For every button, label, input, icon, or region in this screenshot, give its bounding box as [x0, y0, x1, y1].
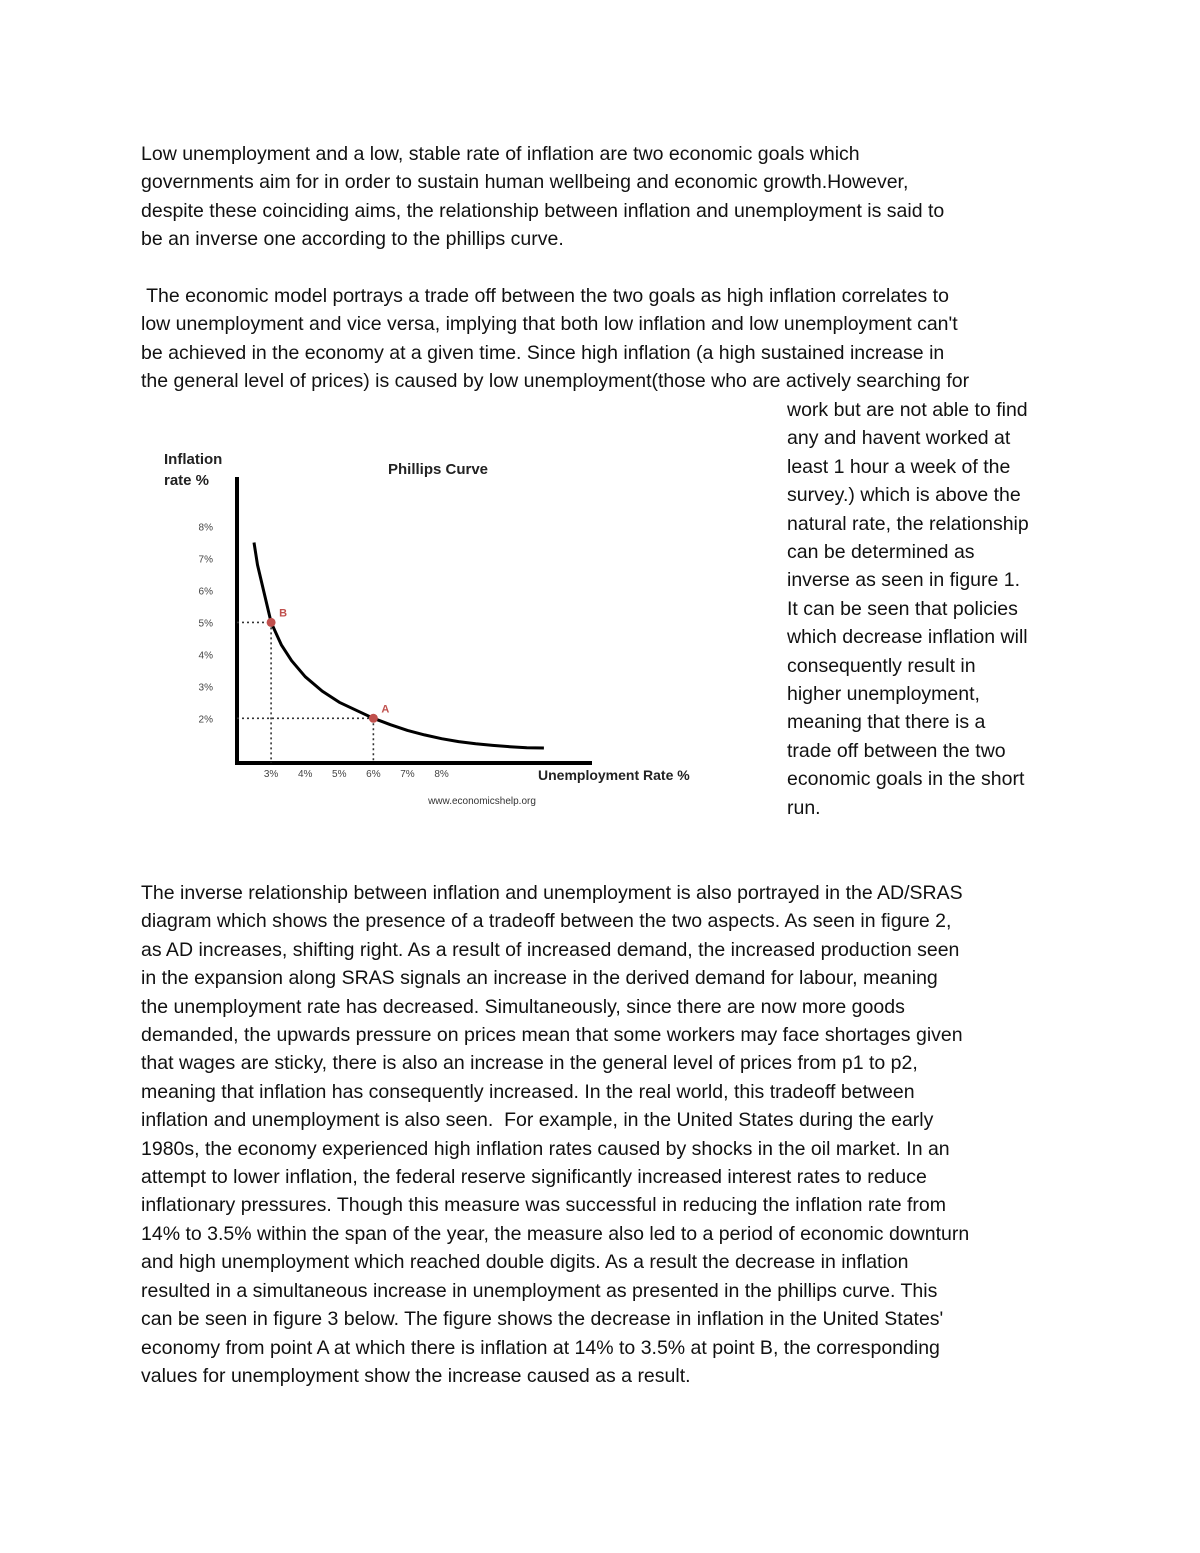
side-text-line: work but are not able to find — [787, 399, 1028, 421]
x-tick-label: 4% — [297, 769, 313, 780]
paragraph-3-line: inflation and unemployment is also seen. For example, in the United States during the early — [141, 1109, 934, 1132]
paragraph-2-line: low unemployment and vice versa, implying that both low inflation and low unemployment can't — [141, 313, 958, 336]
source-credit: www.economicshelp.org — [428, 796, 536, 807]
phillips-curve-line — [254, 543, 544, 749]
y-axis-label-line1: Inflation — [164, 451, 223, 468]
paragraph-1-line: be an inverse one according to the phillips curve. — [141, 228, 564, 251]
paragraph-3 — [141, 879, 1061, 1390]
chart-title: Phillips Curve — [387, 461, 489, 478]
y-axis-label-line2: rate % — [164, 472, 210, 489]
paragraph-3-line: resulted in a simultaneous increase in unemployment as presented in the phillips curve. This — [141, 1279, 938, 1302]
y-tick-label: 3% — [198, 682, 213, 694]
paragraph-2-line: be achieved in the economy at a given time. Since high inflation (a high sustained increase in — [141, 341, 945, 364]
point-label-b: B — [279, 607, 288, 620]
paragraph-3-line: demanded, the upwards pressure on prices mean that some workers may face shortages given — [141, 1024, 963, 1047]
y-tick-label: 7% — [198, 554, 213, 566]
side-text-line: economic goals in the short — [787, 768, 1025, 791]
x-tick-label: 5% — [332, 769, 347, 780]
y-tick-label: 4% — [198, 650, 213, 662]
side-text-line: It can be seen that policies — [787, 597, 1018, 620]
side-text-line: inverse as seen in figure 1. — [787, 569, 1021, 592]
paragraph-3-line: the unemployment rate has decreased. Simultaneously, since there are now more goods — [141, 995, 905, 1018]
y-tick-label: 5% — [198, 618, 213, 630]
side-text-line: consequently result in — [787, 654, 976, 677]
paragraph-1-line: despite these coinciding aims, the relationship between inflation and unemployment is said to — [141, 199, 945, 222]
side-text-line: meaning that there is a — [787, 711, 986, 734]
paragraph-2-line: The economic model portrays a trade off between the two goals as high inflation correlates to — [141, 285, 949, 307]
paragraph-3-line: meaning that inflation has consequently increased. In the real world, this tradeoff between — [141, 1080, 915, 1103]
x-tick-label: 6% — [366, 769, 381, 780]
x-tick-label: 7% — [400, 769, 415, 780]
point-b — [267, 618, 276, 627]
x-tick-label: 3% — [263, 769, 279, 780]
paragraph-3-line: that wages are sticky, there is also an increase in the general level of prices from p1 to p2, — [141, 1052, 918, 1075]
paragraph-1-line: Low unemployment and a low, stable rate of inflation are two economic goals which — [141, 143, 860, 165]
paragraph-2 — [141, 282, 1061, 396]
y-tick-label: 2% — [198, 714, 213, 726]
paragraph-3-line: diagram which shows the presence of a tradeoff between the two aspects. As seen in figure 2, — [141, 910, 952, 933]
paragraph-3-line: economy from point A at which there is inflation at 14% to 3.5% at point B, the corresponding — [141, 1336, 940, 1359]
paragraph-2-line: the general level of prices) is caused by low unemployment(those who are actively searching for — [141, 370, 970, 393]
paragraph-3-line: 1980s, the economy experienced high inflation rates caused by shocks in the oil market. In an — [141, 1137, 950, 1160]
paragraph-3-line: as AD increases, shifting right. As a result of increased demand, the increased production seen — [141, 938, 960, 961]
side-text-line: run. — [787, 796, 821, 819]
side-text-line: higher unemployment, — [787, 683, 980, 706]
paragraph-3-line: in the expansion along SRAS signals an increase in the derived demand for labour, meaning — [141, 967, 938, 990]
point-label-a: A — [381, 703, 390, 716]
y-tick-label: 6% — [198, 586, 213, 598]
side-text-line: any and havent worked at — [787, 427, 1011, 450]
side-text-line: least 1 hour a week of the — [787, 455, 1011, 478]
paragraph-3-line: and high unemployment which reached double digits. As a result the decrease in inflation — [141, 1251, 909, 1274]
paragraph-1 — [141, 140, 1061, 254]
point-a — [369, 714, 378, 723]
paragraph-3-line: attempt to lower inflation, the federal reserve significantly increased interest rates to reduce — [141, 1166, 927, 1189]
side-text-line: can be determined as — [787, 541, 975, 564]
paragraph-3-line: The inverse relationship between inflation and unemployment is also portrayed in the AD/SRAS — [141, 882, 963, 904]
x-axis-label: Unemployment Rate % — [538, 767, 690, 783]
side-text-line: natural rate, the relationship — [787, 512, 1029, 535]
side-text-line: which decrease inflation will — [787, 626, 1028, 649]
paragraph-3-line: values for unemployment show the increase caused as a result. — [141, 1364, 691, 1387]
paragraph-3-line: can be seen in figure 3 below. The figure shows the decrease in inflation in the United States' — [141, 1308, 944, 1331]
paragraph-3-line: inflationary pressures. Though this measure was successful in reducing the inflation rate from — [141, 1194, 946, 1217]
y-tick-label: 8% — [198, 522, 213, 534]
paragraph-3-line: 14% to 3.5% within the span of the year, the measure also led to a period of economic downturn — [141, 1222, 970, 1245]
x-tick-label: 8% — [434, 769, 449, 780]
side-text-line: survey.) which is above the — [787, 484, 1021, 507]
side-text — [787, 396, 1067, 822]
side-text-line: trade off between the two — [787, 739, 1006, 762]
paragraph-1-line: governments aim for in order to sustain human wellbeing and economic growth.However, — [141, 171, 909, 194]
phillips-curve-figure — [150, 440, 720, 820]
